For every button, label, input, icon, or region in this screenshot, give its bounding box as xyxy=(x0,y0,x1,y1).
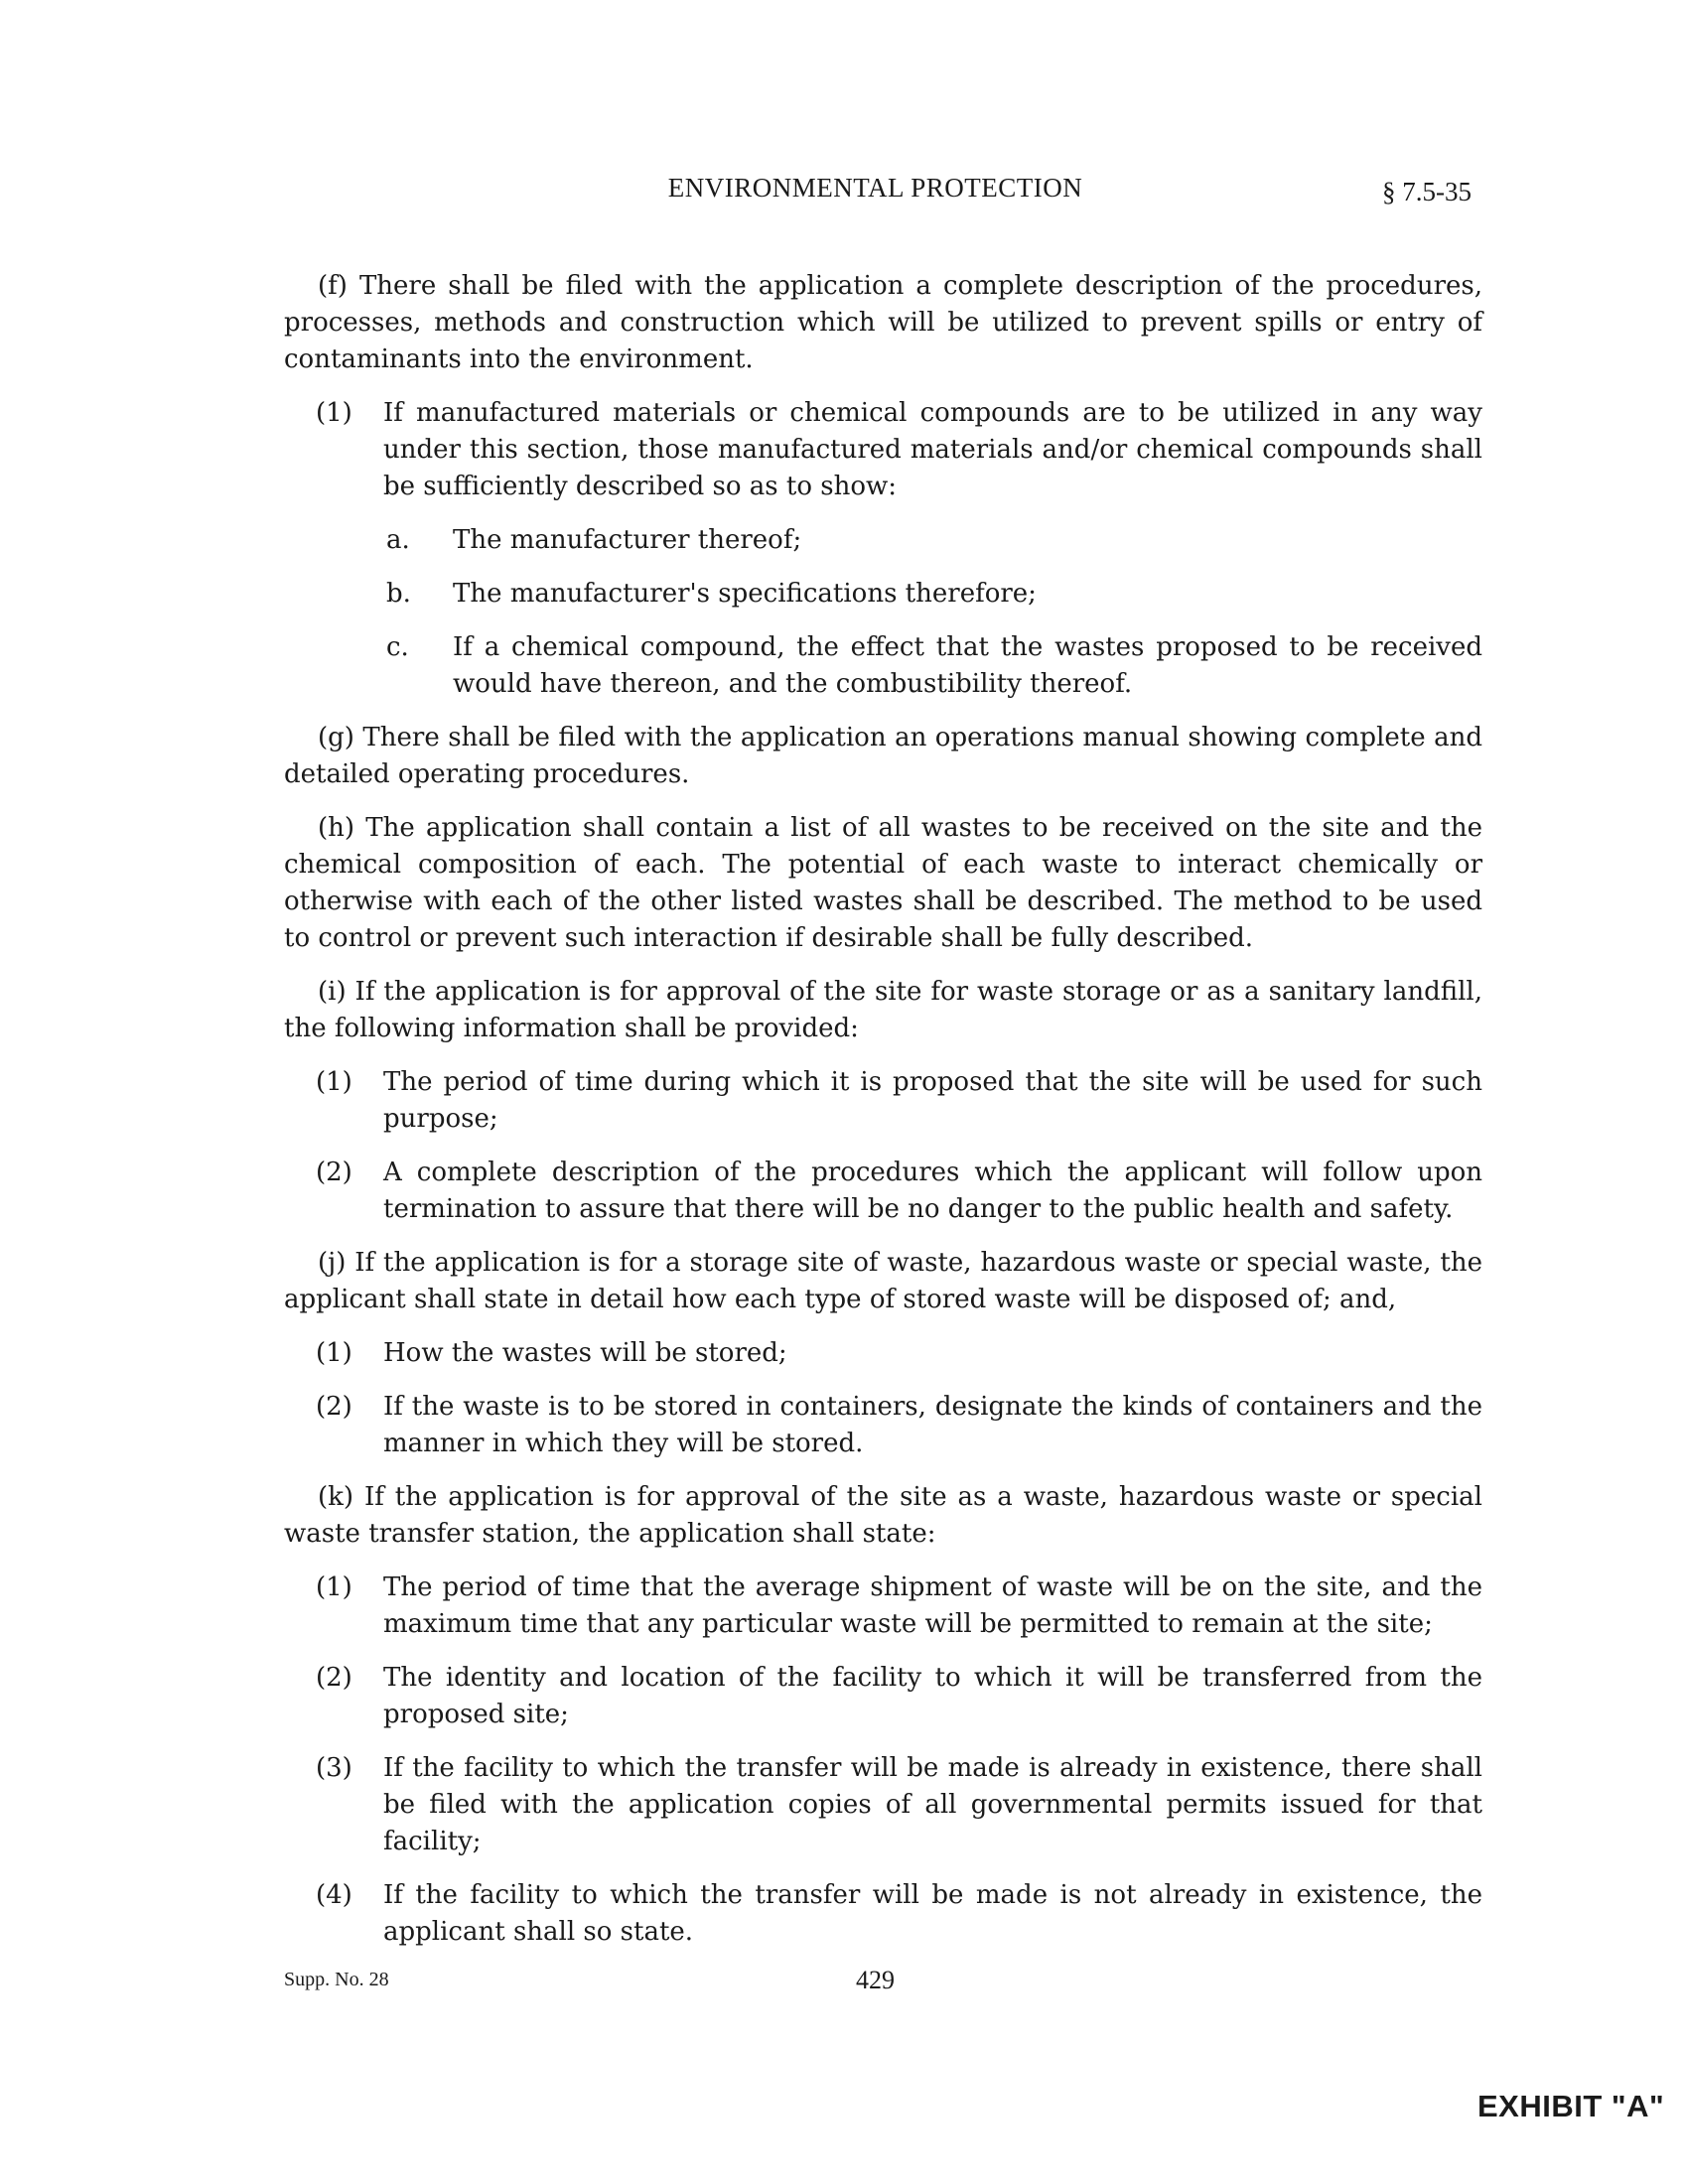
list-item-text: The identity and location of the facility to which it will be transferred from the proposed site; xyxy=(383,1663,1482,1729)
list-marker: b. xyxy=(386,579,411,609)
list-item-text: If the waste is to be stored in containers, designate the kinds of containers and the manner in which they will be stored. xyxy=(383,1392,1482,1458)
sub-list-item xyxy=(284,629,1482,703)
paragraph-i: (i) If the application is for approval of the site for waste storage or as a sanitary landfill, the following information shall be provided: xyxy=(284,977,1482,1043)
list-item-text: If a chemical compound, the effect that the wastes proposed to be received would have thereon, and the combustibility thereof. xyxy=(453,632,1482,699)
list-item-text: If the facility to which the transfer will be made is already in existence, there shall be filed with the application copies of all governmental permits issued for that facility; xyxy=(383,1753,1482,1856)
list-item xyxy=(284,1750,1482,1860)
paragraph-k: (k) If the application is for approval of the site as a waste, hazardous waste or special waste transfer station, the application shall state: xyxy=(284,1482,1482,1549)
list-item-text: The manufacturer's specifications therefore; xyxy=(453,579,1037,609)
list-item xyxy=(284,395,1482,505)
list-item xyxy=(284,1389,1482,1462)
list-item-text: The period of time that the average shipment of waste will be on the site, and the maximum time that any particular waste will be permitted to remain at the site; xyxy=(383,1572,1482,1639)
list-marker: (2) xyxy=(316,1663,352,1693)
list-item-text: The manufacturer thereof; xyxy=(453,525,802,555)
list-marker: a. xyxy=(386,525,410,555)
list-item-text: The period of time during which it is proposed that the site will be used for such purpose; xyxy=(383,1067,1482,1134)
list-item-text: How the wastes will be stored; xyxy=(383,1338,787,1368)
sub-list-item xyxy=(284,576,1482,613)
list-marker: (3) xyxy=(316,1753,352,1783)
supplement-number: Supp. No. 28 xyxy=(284,1969,389,1990)
paragraph-g: (g) There shall be filed with the application an operations manual showing complete and detailed operating procedures. xyxy=(284,723,1482,789)
paragraph-h: (h) The application shall contain a list of all wastes to be received on the site and the chemical composition of each. The potential of each waste to interact chemically or otherwise with each of the other listed wastes shall be described. The method to be used to control or prevent such interaction if desirable shall be fully described. xyxy=(284,813,1482,953)
list-marker: (2) xyxy=(316,1392,352,1422)
list-marker: (1) xyxy=(316,1572,352,1602)
list-item xyxy=(284,1064,1482,1138)
section-number: § 7.5-35 xyxy=(1382,177,1472,206)
list-item-text: A complete description of the procedures which the applicant will follow upon termination to assure that there will be no danger to the public health and safety. xyxy=(383,1158,1482,1224)
running-header-title: ENVIRONMENTAL PROTECTION xyxy=(667,173,1083,203)
list-item xyxy=(284,1570,1482,1643)
list-item-text: If manufactured materials or chemical compounds are to be utilized in any way under this section, those manufactured materials and/or chemical compounds shall be sufficiently described so as to show: xyxy=(383,398,1482,501)
list-item xyxy=(284,1660,1482,1733)
exhibit-label: EXHIBIT "A" xyxy=(1477,2089,1665,2123)
list-item xyxy=(284,1877,1482,1951)
list-marker: c. xyxy=(386,632,409,662)
list-marker: (1) xyxy=(316,1067,352,1097)
list-item xyxy=(284,1335,1482,1372)
list-item xyxy=(284,1155,1482,1228)
list-marker: (1) xyxy=(316,398,352,428)
page-number: 429 xyxy=(856,1966,895,1994)
sub-list-item xyxy=(284,522,1482,559)
list-marker: (2) xyxy=(316,1158,352,1187)
list-item-text: If the facility to which the transfer will be made is not already in existence, the applicant shall so state. xyxy=(383,1880,1482,1947)
document-body xyxy=(284,268,1482,1968)
paragraph-f: (f) There shall be filed with the application a complete description of the procedures, processes, methods and construction which will be utilized to prevent spills or entry of contaminants into the environment. xyxy=(284,271,1482,374)
list-marker: (1) xyxy=(316,1338,352,1368)
list-marker: (4) xyxy=(316,1880,352,1910)
paragraph-j: (j) If the application is for a storage site of waste, hazardous waste or special waste, the applicant shall state in detail how each type of stored waste will be disposed of; and, xyxy=(284,1248,1482,1314)
